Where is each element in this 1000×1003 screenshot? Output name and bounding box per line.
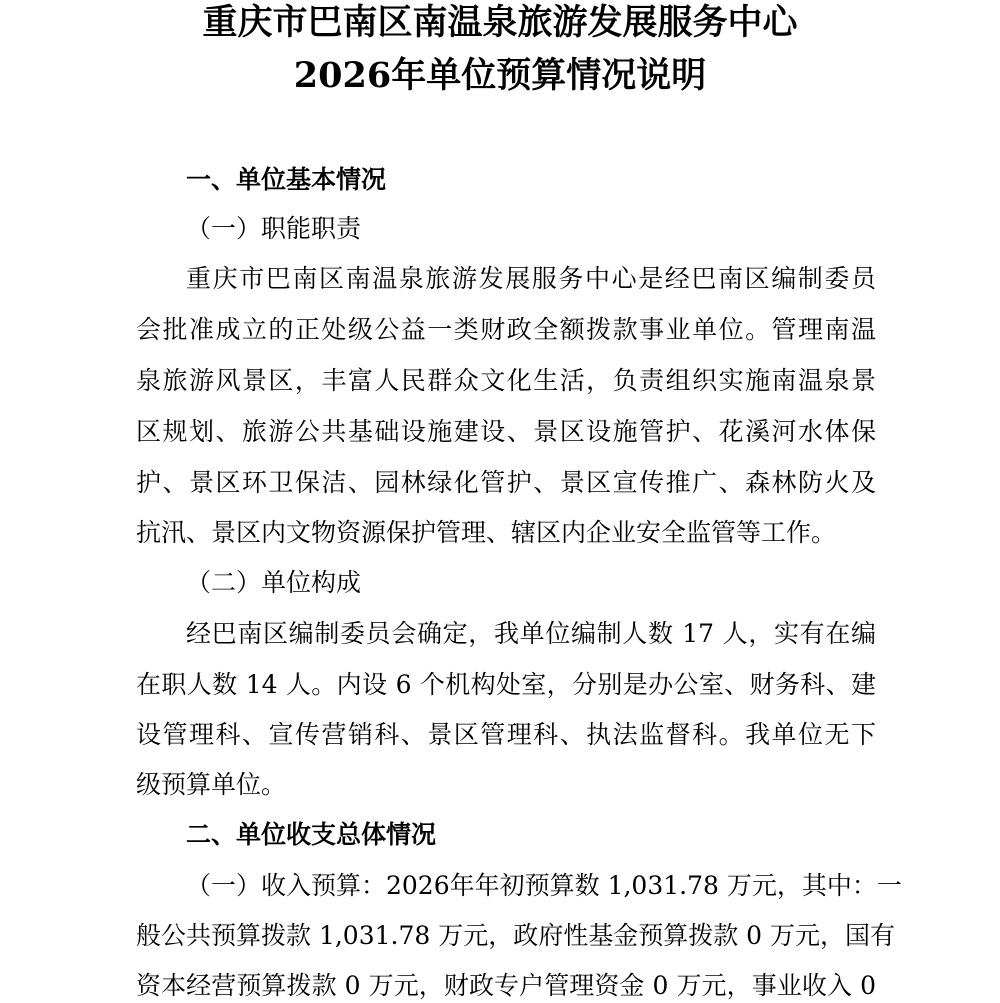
paragraph-line: 护、景区环卫保洁、园林绿化管护、景区宣传推广、森林防火及: [136, 468, 876, 497]
paragraph-line: 资本经营预算拨款 0 万元，财政专户管理资金 0 万元，事业收入 0: [136, 971, 876, 1000]
document-title-line-2: 2026年单位预算情况说明: [293, 55, 707, 96]
paragraph-line: 设管理科、宣传营销科、景区管理科、执法监督科。我单位无下: [136, 720, 876, 749]
subheading-functions: （一）职能职责: [186, 214, 362, 243]
paragraph-line: 在职人数 14 人。内设 6 个机构处室，分别是办公室、财务科、建: [136, 670, 876, 699]
paragraph-line: 会批准成立的正处级公益一类财政全额拨款事业单位。管理南温: [136, 315, 876, 344]
section-heading-budget-overview: 二、单位收支总体情况: [186, 820, 437, 849]
paragraph-line: 经巴南区编制委员会确定，我单位编制人数 17 人，实有在编: [186, 619, 876, 648]
section-heading-basic-info: 一、单位基本情况: [186, 165, 387, 194]
paragraph-line: 重庆市巴南区南温泉旅游发展服务中心是经巴南区编制委员: [186, 264, 876, 293]
document-title-line-1: 重庆市巴南区南温泉旅游发展服务中心: [202, 2, 798, 43]
paragraph-line: 区规划、旅游公共基础设施建设、景区设施管护、花溪河水体保: [136, 417, 876, 446]
subheading-structure: （二）单位构成: [186, 568, 362, 597]
paragraph-line: 抗汛、景区内文物资源保护管理、辖区内企业安全监管等工作。: [136, 518, 837, 547]
paragraph-line: （一）收入预算：2026年年初预算数 1,031.78 万元，其中：一: [186, 871, 902, 900]
paragraph-line: 泉旅游风景区，丰富人民群众文化生活，负责组织实施南温泉景: [136, 366, 876, 395]
paragraph-line: 般公共预算拨款 1,031.78 万元，政府性基金预算拨款 0 万元，国有: [136, 921, 896, 950]
paragraph-line: 级预算单位。: [136, 770, 287, 799]
